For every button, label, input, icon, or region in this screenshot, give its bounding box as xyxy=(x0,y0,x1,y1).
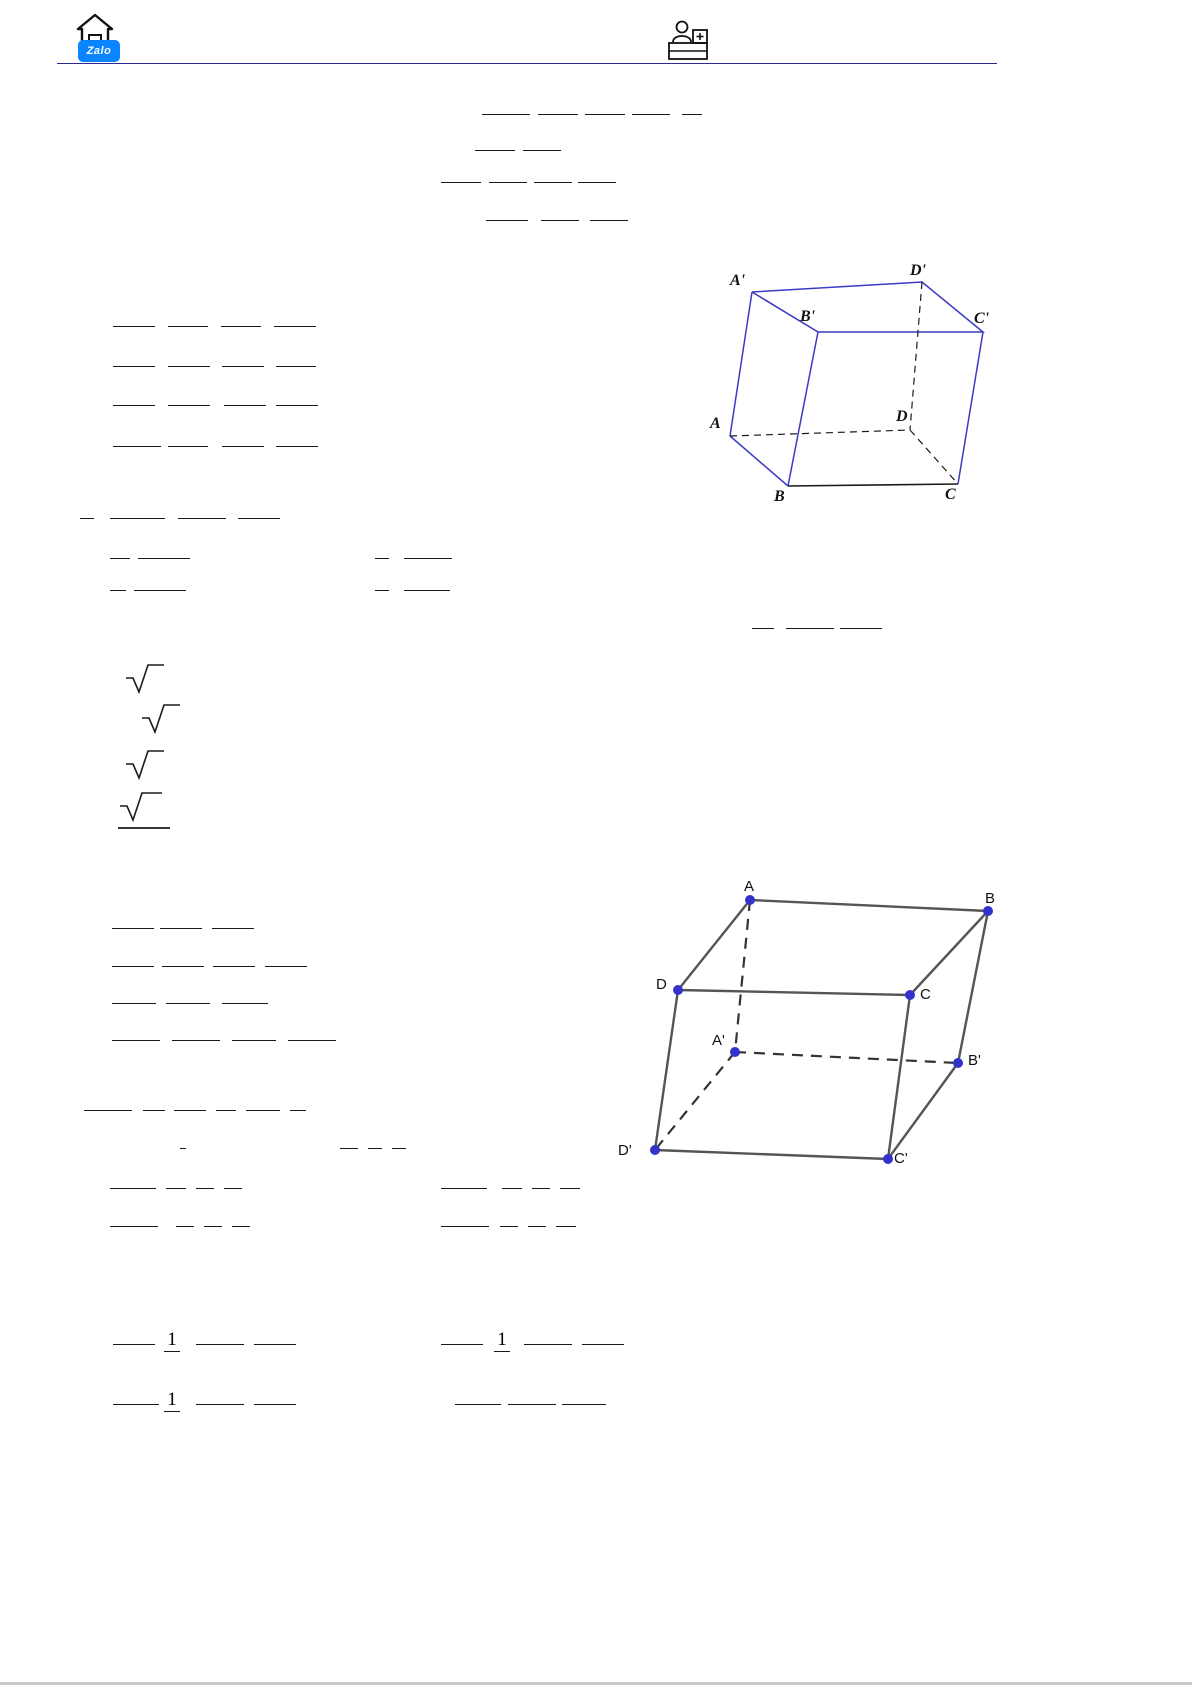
text-stroke xyxy=(168,446,208,447)
text-stroke xyxy=(560,1188,580,1189)
text-stroke xyxy=(265,966,307,967)
text-stroke xyxy=(786,628,834,629)
text-stroke xyxy=(212,928,254,929)
text-stroke xyxy=(523,150,561,151)
text-stroke xyxy=(112,966,154,967)
text-stroke xyxy=(174,1110,206,1111)
vertex-label-a-prime: A' xyxy=(730,272,746,289)
page-header xyxy=(0,0,1192,70)
text-stroke xyxy=(112,928,154,929)
text-stroke xyxy=(486,220,528,221)
fraction-bar xyxy=(494,1351,510,1352)
fraction-bar xyxy=(164,1351,180,1352)
text-stroke xyxy=(222,1003,268,1004)
text-stroke xyxy=(168,366,210,367)
text-stroke xyxy=(274,326,316,327)
text-stroke xyxy=(172,1040,220,1041)
text-stroke xyxy=(475,150,515,151)
text-stroke xyxy=(224,1188,242,1189)
vertex-label-a-prime: A' xyxy=(712,1032,725,1049)
text-stroke xyxy=(752,628,774,629)
text-stroke xyxy=(84,1110,132,1111)
text-stroke xyxy=(441,182,481,183)
text-stroke xyxy=(534,182,572,183)
vertex-label-d-prime: D' xyxy=(910,262,926,279)
radical-symbol xyxy=(124,662,164,702)
text-stroke xyxy=(176,1226,194,1227)
zalo-badge[interactable]: Zalo xyxy=(78,40,120,62)
text-stroke xyxy=(254,1344,296,1345)
vertex-label-c: C xyxy=(945,486,956,503)
text-stroke xyxy=(502,1188,522,1189)
text-stroke xyxy=(166,1188,186,1189)
text-stroke xyxy=(528,1226,546,1227)
text-stroke xyxy=(578,182,616,183)
text-stroke xyxy=(375,558,389,559)
text-stroke xyxy=(541,220,579,221)
text-stroke xyxy=(538,114,578,115)
vertex-label-c-prime: C' xyxy=(974,310,990,327)
text-stroke xyxy=(276,405,318,406)
text-stroke xyxy=(110,518,165,519)
text-stroke xyxy=(392,1148,406,1149)
text-stroke xyxy=(585,114,625,115)
text-stroke xyxy=(489,182,527,183)
fraction-bar xyxy=(164,1411,180,1412)
text-stroke xyxy=(143,1110,165,1111)
text-stroke xyxy=(556,1226,576,1227)
vertex-label-b-prime: B' xyxy=(968,1052,981,1069)
text-stroke xyxy=(224,405,266,406)
text-stroke xyxy=(524,1344,572,1345)
text-stroke xyxy=(232,1040,276,1041)
text-stroke xyxy=(238,518,280,519)
text-stroke xyxy=(375,590,389,591)
text-stroke xyxy=(162,966,204,967)
text-stroke xyxy=(441,1226,489,1227)
parallelepiped-figure-top xyxy=(700,260,1020,510)
text-stroke xyxy=(138,558,190,559)
header-divider xyxy=(57,63,997,64)
text-stroke xyxy=(196,1188,214,1189)
text-stroke xyxy=(288,1040,336,1041)
vertex-label-a: A xyxy=(744,878,755,895)
vertex-label-d: D xyxy=(656,976,667,993)
fraction-numerator: 1 xyxy=(497,1329,507,1350)
text-stroke xyxy=(276,366,316,367)
text-stroke xyxy=(134,590,186,591)
fraction-1 xyxy=(162,1330,182,1352)
text-stroke xyxy=(532,1188,550,1189)
vertex-label-b: B xyxy=(774,488,785,505)
text-stroke xyxy=(113,446,161,447)
text-stroke xyxy=(178,518,226,519)
text-stroke xyxy=(113,1404,159,1405)
text-stroke xyxy=(166,1003,210,1004)
text-stroke xyxy=(222,446,264,447)
text-stroke xyxy=(441,1344,483,1345)
fraction-numerator: 1 xyxy=(167,1329,177,1350)
vertex-label-d: D xyxy=(896,408,908,425)
text-stroke xyxy=(482,114,530,115)
text-stroke xyxy=(840,628,882,629)
text-stroke xyxy=(368,1148,382,1149)
parallelepiped-figure-bottom xyxy=(600,880,1020,1180)
text-stroke xyxy=(562,1404,606,1405)
text-stroke xyxy=(213,966,255,967)
text-stroke xyxy=(632,114,670,115)
text-stroke xyxy=(113,1344,155,1345)
text-stroke xyxy=(404,558,452,559)
text-stroke xyxy=(455,1404,501,1405)
radical-symbol xyxy=(124,748,164,788)
text-stroke xyxy=(441,1188,487,1189)
text-stroke xyxy=(254,1404,296,1405)
text-stroke xyxy=(221,326,261,327)
fraction-3 xyxy=(162,1390,182,1412)
vertex-label-b-prime: B' xyxy=(800,308,816,325)
text-stroke xyxy=(113,405,155,406)
text-stroke xyxy=(582,1344,624,1345)
vertex-label-c: C xyxy=(920,986,931,1003)
text-stroke xyxy=(113,326,155,327)
text-stroke xyxy=(508,1404,556,1405)
text-stroke xyxy=(110,590,126,591)
text-stroke xyxy=(168,405,210,406)
text-stroke xyxy=(113,366,155,367)
text-stroke xyxy=(168,326,208,327)
vertex-label-a: A xyxy=(710,415,721,432)
text-stroke xyxy=(340,1148,358,1149)
vertex-label-b: B xyxy=(985,890,996,907)
text-stroke xyxy=(290,1110,306,1111)
text-stroke xyxy=(196,1404,244,1405)
fraction-2 xyxy=(492,1330,512,1352)
vertex-label-c-prime: C' xyxy=(894,1150,908,1167)
text-stroke xyxy=(500,1226,518,1227)
text-stroke xyxy=(204,1226,222,1227)
text-stroke xyxy=(110,558,130,559)
radical-symbol xyxy=(118,790,174,840)
text-stroke xyxy=(160,928,202,929)
text-stroke xyxy=(222,366,264,367)
text-stroke xyxy=(590,220,628,221)
radical-symbol xyxy=(140,702,180,742)
teacher-at-desk-icon xyxy=(665,18,711,62)
text-stroke xyxy=(110,1226,158,1227)
text-stroke xyxy=(216,1110,236,1111)
text-stroke xyxy=(246,1110,280,1111)
text-stroke xyxy=(682,114,702,115)
text-stroke xyxy=(80,518,94,519)
text-stroke xyxy=(232,1226,250,1227)
text-stroke xyxy=(112,1003,156,1004)
text-stroke xyxy=(112,1040,160,1041)
text-stroke xyxy=(196,1344,244,1345)
text-stroke xyxy=(276,446,318,447)
fraction-numerator: 1 xyxy=(167,1389,177,1410)
vertex-label-d-prime: D' xyxy=(618,1142,632,1159)
text-stroke xyxy=(110,1188,156,1189)
text-stroke xyxy=(180,1148,186,1149)
text-stroke xyxy=(404,590,450,591)
